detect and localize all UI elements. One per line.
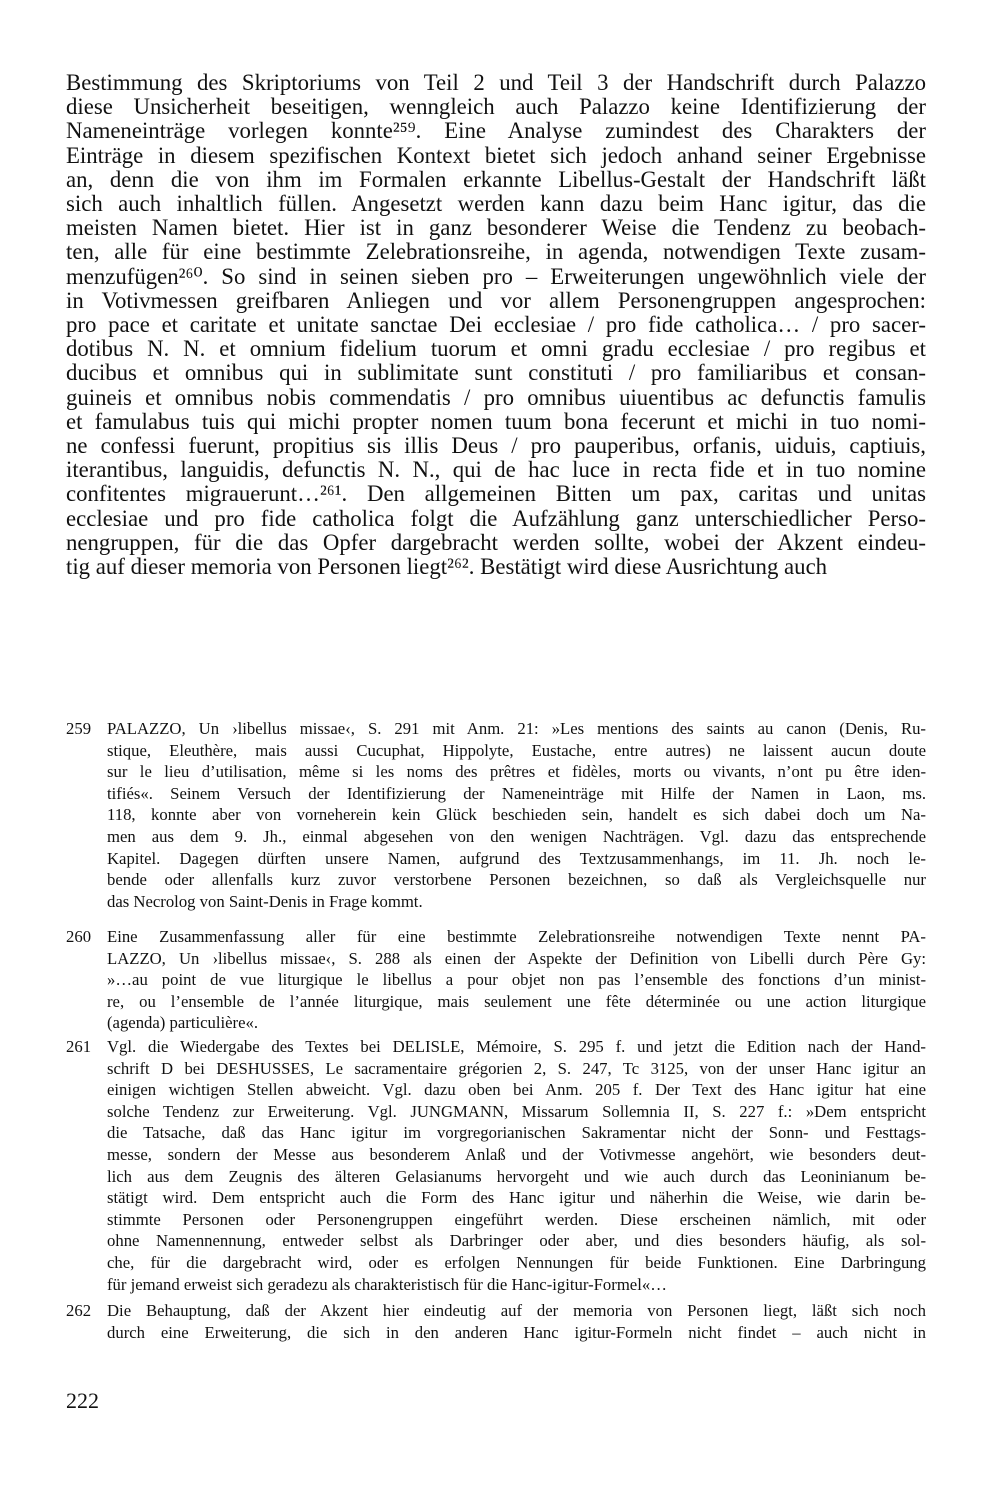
footnote-line: 118, konnte aber von vorneherein kein Glück beschieden sein, handelt es sich dabei doch um Na- [107, 805, 926, 825]
footnote-line: messe, sondern der Messe aus besonderem Anlaß und der Votivmesse angehört, wie besonders deut- [107, 1145, 926, 1164]
footnote-line: bende oder allenfalls kurz zuvor verstorbene Personen bezeichnen, so daß als Vergleichsquelle nur [107, 870, 926, 890]
body-line: Einträge in diesem spezifischen Kontext bietet sich jedoch anhand seiner Ergebnisse [66, 142, 926, 168]
body-line: meisten Namen bietet. Hier ist in ganz besonderer Weise die Tendenz zu beobach- [66, 215, 926, 241]
body-line: iterantibus, languidis, defunctis N. N., qui de hac luce in recta fide et in tuo nomine [66, 457, 926, 483]
body-line: in Votivmessen greifbaren Anliegen und vor allem Personengruppen angesprochen: [66, 287, 926, 313]
footnote-line: stique, Eleuthère, mais aussi Cucuphat, Hippolyte, Eustache, entre autres) ne laissent aucun doute [107, 740, 926, 760]
body-line: dotibus N. N. et omnium fidelium tuorum et omni gradu ecclesiae / pro regibus et [66, 336, 926, 362]
body-line: diese Unsicherheit beseitigen, wenngleich auch Palazzo keine Identifizierung der [66, 94, 926, 120]
body-line: Nameneinträge vorlegen konnte²⁵⁹. Eine Analyse zumindest des Charakters der [66, 118, 926, 144]
footnote-line: durch eine Erweiterung, die sich in den anderen Hanc igitur-Formeln nicht findet – auch nicht in [107, 1322, 926, 1342]
body-line: ten, alle für eine bestimmte Zelebrationsreihe, in agenda, notwendigen Texte zusam- [66, 239, 926, 265]
body-line: guineis et omnibus nobis commendatis / pro omnibus uiuentibus ac defunctis famulis [66, 384, 926, 410]
footnote-line: schrift D bei DESHUSSES, Le sacramentaire grégorien 2, S. 247, Tc 3125, von der unser Hanc igitur an [107, 1058, 926, 1078]
body-line: pro pace et caritate et unitate sanctae Dei ecclesiae / pro fide catholica… / pro sacer- [66, 312, 926, 337]
body-line: menzufügen²⁶⁰. So sind in seinen sieben pro – Erweiterungen ungewöhnlich viele der [66, 263, 926, 289]
footnote-line: die Tatsache, daß das Hanc igitur im vorgregorianischen Sakramentar nicht der Sonn- und Festtags- [107, 1123, 926, 1143]
footnote-line: che, für die dargebracht wird, oder es erfolgen Nennungen für beide Funktionen. Eine Darbringung [107, 1253, 926, 1272]
footnote-line: »…au point de vue liturgique le libellus a pour objet non pas l’ensemble des fonctions d’un minist- [107, 970, 926, 990]
footnote-line: das Necrolog von Saint-Denis in Frage kommt. [107, 891, 423, 911]
footnote-line: einigen wichtigen Stellen abweicht. Vgl. dazu oben bei Anm. 205 f. Der Text des Hanc igitur hat eine [107, 1080, 926, 1100]
footnote-number: 259 [66, 719, 92, 738]
footnote-number: 260 [66, 927, 92, 946]
body-line: tig auf dieser memoria von Personen liegt²⁶². Bestätigt wird diese Ausrichtung auch [66, 554, 828, 579]
footnote-line: tifiés«. Seinem Versuch der Identifizierung der Nameneinträge mit Hilfe der Namen in Laon, ms. [107, 783, 926, 803]
body-line: confitentes migrauerunt…²⁶¹. Den allgemeinen Bitten um pax, caritas und unitas [66, 481, 926, 507]
footnote-line: für jemand erweist sich geradezu als charakteristisch für die Hanc-igitur-Formel«… [107, 1274, 667, 1294]
footnote-line: re, ou l’ensemble de l’année liturgique, mais seulement une fête déterminée ou une action liturgique [107, 991, 926, 1011]
body-line: Bestimmung des Skriptoriums von Teil 2 und Teil 3 der Handschrift durch Palazzo [66, 70, 926, 95]
footnote-number: 262 [66, 1301, 92, 1320]
footnote-262 [66, 1300, 926, 1322]
footnote-line: men aus dem 9. Jh., einmal abgesehen von den wenigen Nachträgen. Vgl. dazu das entsprechende [107, 827, 926, 846]
footnote-259 [66, 718, 926, 740]
footnote-line: Kapitel. Dagegen dürften unsere Namen, aufgrund des Textzusammenhangs, im 11. Jh. noch le- [107, 848, 926, 868]
footnote-line: sur le lieu d’utilisation, même si les noms des prêtres et fidèles, morts ou vivants, n’ont pu être iden- [107, 762, 926, 782]
footnote-line: Eine Zusammenfassung aller für eine bestimmte Zelebrationsreihe notwendigen Texte nennt PA- [107, 927, 926, 946]
footnote-line: stätigt wird. Dem entspricht auch die Form des Hanc igitur und näherhin die Weise, wie darin be- [107, 1188, 926, 1208]
footnote-line: LAZZO, Un ›libellus missae‹, S. 288 als einen der Aspekte der Definition von Libelli durch Père Gy: [107, 948, 926, 968]
footnote-line: Vgl. die Wiedergabe des Textes bei DELISLE, Mémoire, S. 295 f. und jetzt die Edition nach der Hand- [107, 1037, 926, 1056]
footnote-line: ohne Namennennung, entweder selbst als Darbringer oder aber, und dies besonders häufig, als sol- [107, 1231, 926, 1251]
page-number: 222 [66, 1388, 99, 1413]
body-line: ducibus et omnibus qui in sublimitate sunt constituti / pro familiaribus et consan- [66, 360, 926, 386]
footnote-line: PALAZZO, Un ›libellus missae‹, S. 291 mit Anm. 21: »Les mentions des saints au canon (Denis, Ru- [107, 719, 926, 738]
footnote-line: lich aus dem Zeugnis des älteren Gelasianums hervorgeht und wie auch durch das Leoninianum be- [107, 1166, 926, 1186]
footnote-number: 261 [66, 1037, 92, 1056]
footnote-line: (agenda) particulière«. [107, 1013, 259, 1033]
body-line: et famulabus tuis qui michi propter nomen tuum bona fecerunt et michi in tuo nomi- [66, 408, 926, 434]
body-line: ne confessi fuerunt, propitius sis illis Deus / pro pauperibus, orfanis, uiduis, captiuis, [66, 433, 926, 458]
body-line: sich auch inhaltlich füllen. Angesetzt werden kann dazu beim Hanc igitur, das die [66, 191, 926, 216]
footnote-261 [66, 1036, 926, 1058]
footnote-line: stimmte Personen oder Personengruppen eingeführt werden. Diese erscheinen nämlich, mit oder [107, 1209, 926, 1229]
body-line: an, denn die von ihm im Formalen erkannte Libellus-Gestalt der Handschrift läßt [66, 166, 926, 192]
footnote-260 [66, 926, 926, 948]
footnote-line: Die Behauptung, daß der Akzent hier eindeutig auf der memoria von Personen liegt, läßt sich noch [107, 1301, 926, 1320]
body-line: ecclesiae und pro fide catholica folgt die Aufzählung ganz unterschiedlicher Perso- [66, 505, 926, 531]
body-line: nengruppen, für die das Opfer dargebracht werden sollte, wobei der Akzent eindeu- [66, 529, 926, 555]
footnote-line: solche Tendenz zur Erweiterung. Vgl. JUNGMANN, Missarum Sollemnia II, S. 227 f.: »Dem entspricht [107, 1101, 926, 1121]
